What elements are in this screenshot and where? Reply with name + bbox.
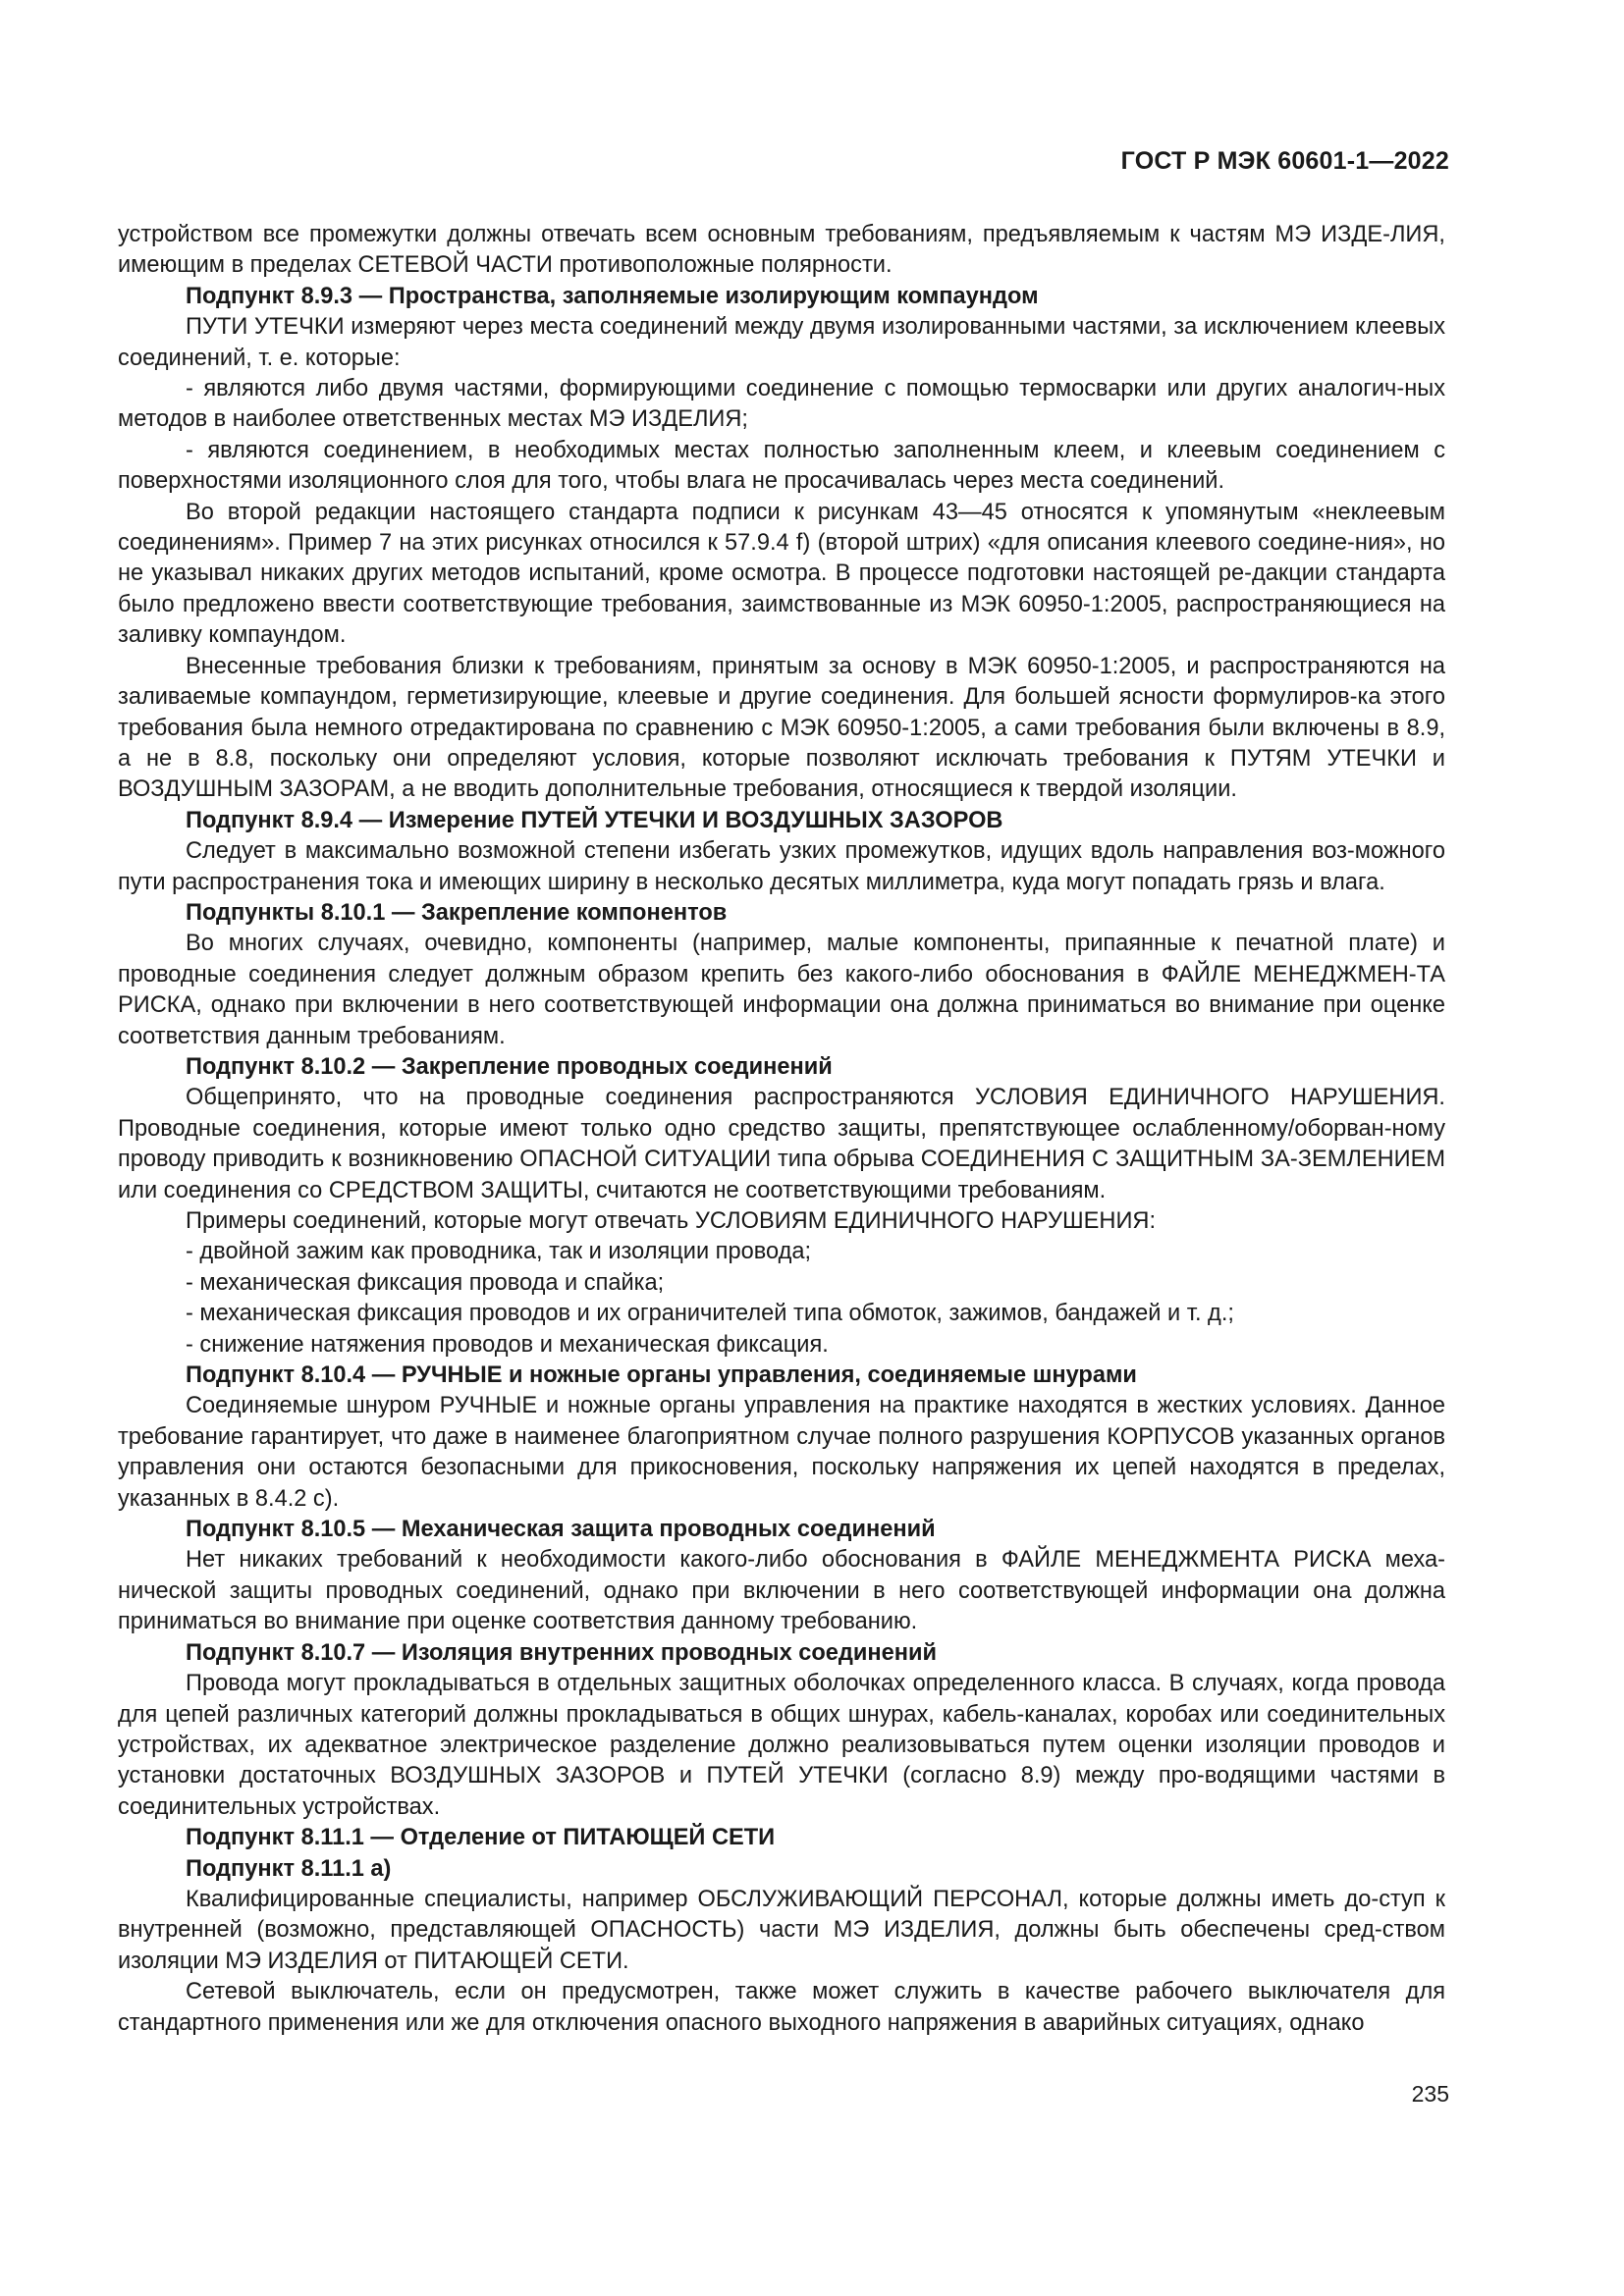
- document-body: [118, 220, 1445, 2039]
- section-heading: Подпункт 8.10.4 — РУЧНЫЕ и ножные органы управления, соединяемые шнурами: [186, 1362, 1137, 1389]
- paragraph: Квалифицированные специалисты, например ОБСЛУЖИВАЮЩИЙ ПЕРСОНАЛ, которые должны иметь до-ступ к внутренней (возможно, представляющей ОПАСНОСТЬ) части МЭ ИЗДЕЛИЯ, должны быть обеспечены сред-ством изоляции МЭ ИЗДЕЛИЯ от ПИТАЮЩЕЙ СЕТИ.: [118, 1886, 1445, 1974]
- section-heading: Подпункт 8.10.2 — Закрепление проводных соединений: [186, 1053, 833, 1080]
- list-item: - механическая фиксация проводов и их ограничителей типа обмоток, зажимов, бандажей и т. д.;: [186, 1301, 1234, 1327]
- paragraph: Нет никаких требований к необходимости какого-либо обоснования в ФАЙЛЕ МЕНЕДЖМЕНТА РИСКА меха-нической защиты проводных соединений, однако при включении в него соответствующей информации она должна приниматься во внимание при оценке соответствия данному требованию.: [118, 1547, 1445, 1635]
- paragraph: устройством все промежутки должны отвечать всем основным требованиям, предъявляемым к частям МЭ ИЗДЕ-ЛИЯ, имеющим в пределах СЕТЕВОЙ ЧАСТИ противоположные полярности.: [118, 222, 1445, 279]
- list-item: - снижение натяжения проводов и механическая фиксация.: [186, 1331, 829, 1358]
- paragraph: ПУТИ УТЕЧКИ измеряют через места соединений между двумя изолированными частями, за исключением клеевых соединений, т. е. которые:: [118, 314, 1445, 371]
- paragraph: Примеры соединений, которые могут отвечать УСЛОВИЯМ ЕДИНИЧНОГО НАРУШЕНИЯ:: [186, 1208, 1156, 1234]
- list-item: - являются либо двумя частями, формирующими соединение с помощью термосварки или других аналогич-ных методов в наиболее ответственных местах МЭ ИЗДЕЛИЯ;: [118, 376, 1445, 433]
- paragraph: Во второй редакции настоящего стандарта подписи к рисункам 43—45 относятся к упомянутым «неклеевым соединениям». Пример 7 на этих рисунках относился к 57.9.4 f) (второй штрих) «для описания клеевого соедине-ния», но не указывал никаких других методов испытаний, кроме осмотра. В процессе подготовки настоящей ре-дакции стандарта было предложено ввести соответствующие требования, заимствованные из МЭК 60950-1:2005, распространяющиеся на заливку компаундом.: [118, 499, 1445, 649]
- section-heading: Подпункт 8.11.1 — Отделение от ПИТАЮЩЕЙ СЕТИ: [186, 1825, 776, 1851]
- section-heading: Подпункты 8.10.1 — Закрепление компонентов: [186, 899, 728, 926]
- section-heading: Подпункт 8.9.4 — Измерение ПУТЕЙ УТЕЧКИ И ВОЗДУШНЫХ ЗАЗОРОВ: [186, 807, 1003, 833]
- list-item: - механическая фиксация провода и спайка;: [186, 1269, 665, 1296]
- paragraph: Сетевой выключатель, если он предусмотрен, также может служить в качестве рабочего выключателя для стандартного применения или же для отключения опасного выходного напряжения в аварийных ситуациях, однако: [118, 1979, 1445, 2036]
- paragraph: Внесенные требования близки к требованиям, принятым за основу в МЭК 60950-1:2005, и распространяются на заливаемые компаундом, герметизирующие, клеевые и другие соединения. Для большей ясности формулиров-ка этого требования была немного отредактирована по сравнению с МЭК 60950-1:2005, а сами требования были включены в 8.9, а не в 8.8, поскольку они определяют условия, которые позволяют исключать требования к ПУТЯМ УТЕЧКИ и ВОЗДУШНЫМ ЗАЗОРАМ, а не вводить дополнительные требования, относящиеся к твердой изоляции.: [118, 653, 1445, 803]
- paragraph: Общепринято, что на проводные соединения распространяются УСЛОВИЯ ЕДИНИЧНОГО НАРУШЕНИЯ. Проводные соединения, которые имеют только одно средство защиты, препятствующее ослабленному/оборван-ному проводу приводить к возникновению ОПАСНОЙ СИТУАЦИИ типа обрыва СОЕДИНЕНИЯ С ЗАЩИТНЫМ ЗА-ЗЕМЛЕНИЕМ или соединения со СРЕДСТВОМ ЗАЩИТЫ, считаются не соответствующими требованиям.: [118, 1085, 1445, 1203]
- paragraph: Соединяемые шнуром РУЧНЫЕ и ножные органы управления на практике находятся в жестких условиях. Данное требование гарантирует, что даже в наименее благоприятном случае полного разрушения КОРПУСОВ указанных органов управления они остаются безопасными для прикосновения, поскольку напряжения их цепей находятся в пределах, указанных в 8.4.2 с).: [118, 1393, 1445, 1512]
- paragraph: Во многих случаях, очевидно, компоненты (например, малые компоненты, припаянные к печатной плате) и проводные соединения следует должным образом крепить без какого-либо обоснования в ФАЙЛЕ МЕНЕДЖМЕН-ТА РИСКА, однако при включении в него соответствующей информации она должна приниматься во внимание при оценке соответствия данным требованиям.: [118, 931, 1445, 1049]
- list-item: - двойной зажим как проводника, так и изоляции провода;: [186, 1239, 812, 1265]
- section-heading: Подпункт 8.9.3 — Пространства, заполняемые изолирующим компаундом: [186, 283, 1039, 309]
- page-number: 235: [1411, 2081, 1449, 2107]
- list-item: - являются соединением, в необходимых местах полностью заполненным клеем, и клеевым соединением с поверхностями изоляционного слоя для того, чтобы влага не просачивалась через места соединений.: [118, 437, 1445, 495]
- section-heading: Подпункт 8.11.1 a): [186, 1855, 392, 1882]
- section-heading: Подпункт 8.10.5 — Механическая защита проводных соединений: [186, 1517, 936, 1543]
- document-header: ГОСТ Р МЭК 60601-1—2022: [1120, 147, 1449, 175]
- paragraph: Следует в максимально возможной степени избегать узких промежутков, идущих вдоль направления воз-можного пути распространения тока и имеющих ширину в несколько десятых миллиметра, куда могут попадать грязь и влага.: [118, 838, 1445, 895]
- section-heading: Подпункт 8.10.7 — Изоляция внутренних проводных соединений: [186, 1639, 938, 1666]
- paragraph: Провода могут прокладываться в отдельных защитных оболочках определенного класса. В случаях, когда провода для цепей различных категорий должны прокладываться в общих шнурах, кабель-каналах, коробах или соединительных устройствах, их адекватное электрическое разделение должно реализовываться путем оценки изоляции проводов и установки достаточных ВОЗДУШНЫХ ЗАЗОРОВ и ПУТЕЙ УТЕЧКИ (согласно 8.9) между про-водящими частями в соединительных устройствах.: [118, 1671, 1445, 1820]
